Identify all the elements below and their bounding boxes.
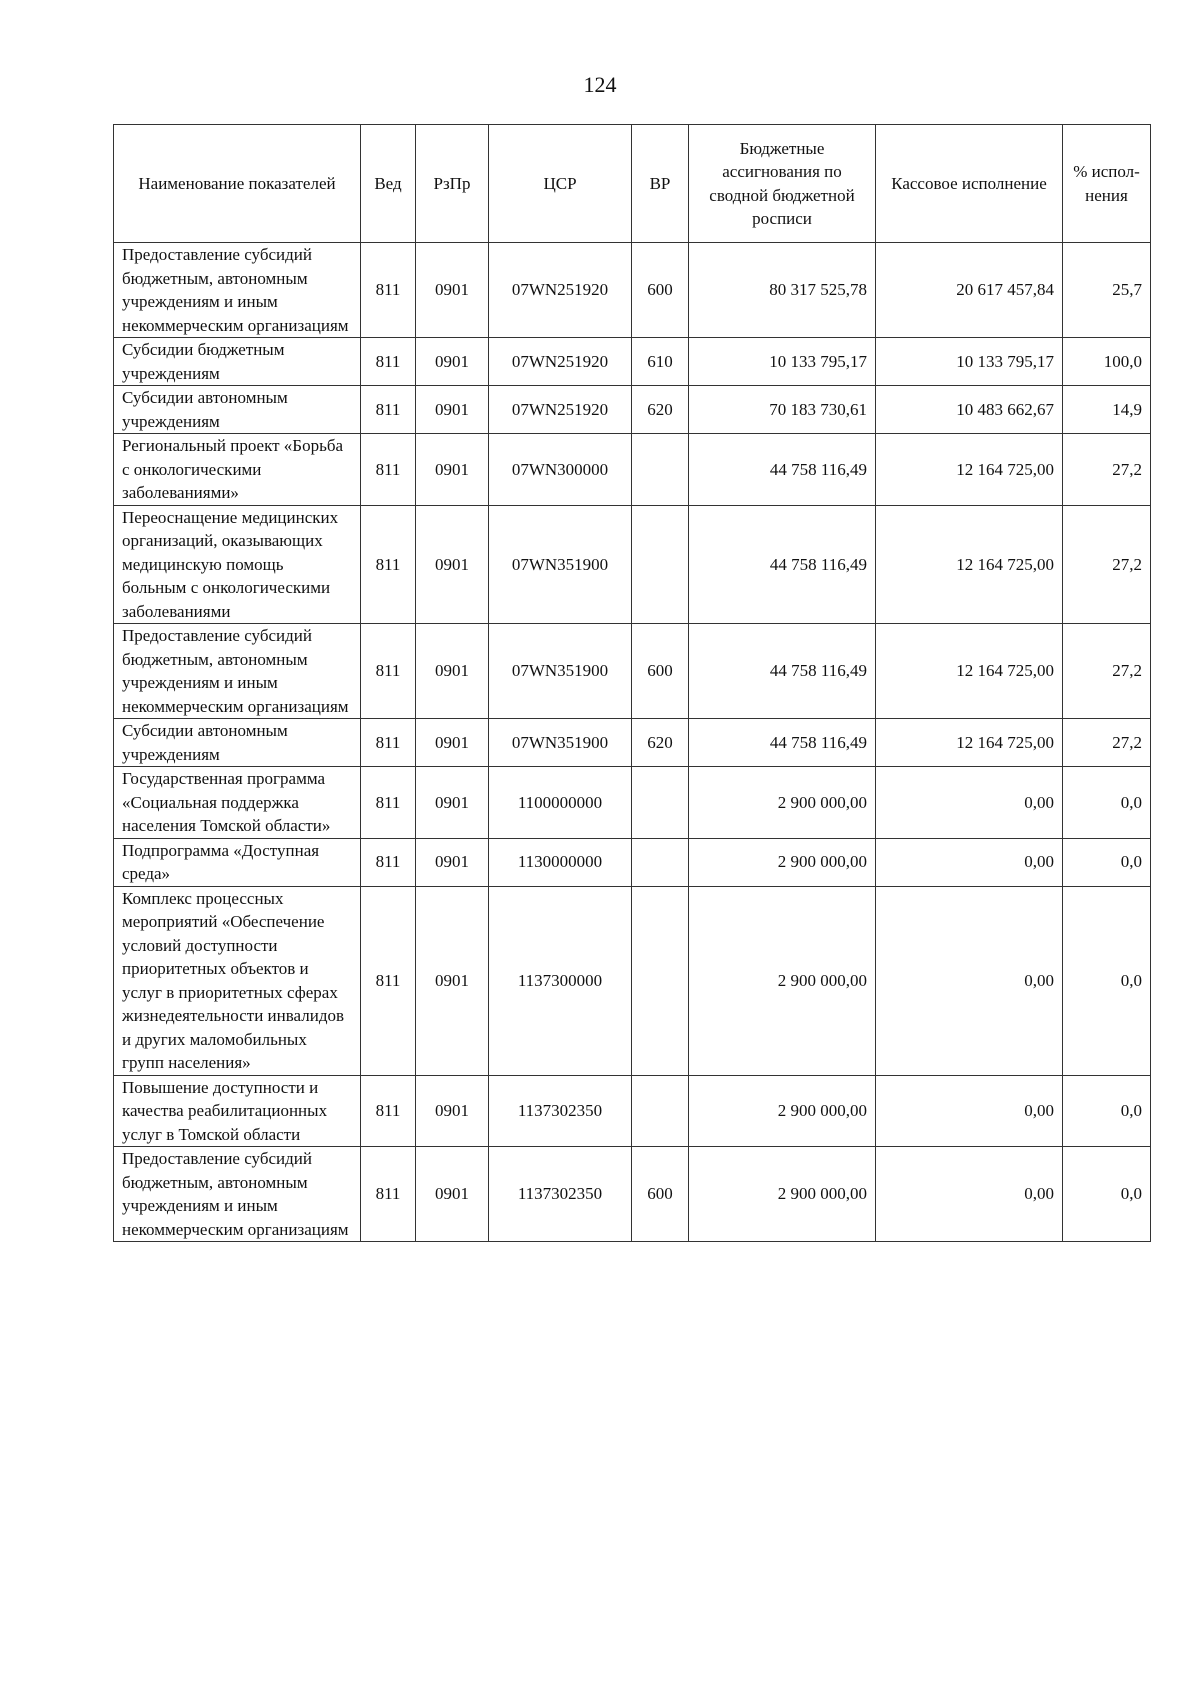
row-percent-execution: 0,0 — [1063, 767, 1151, 839]
row-vr: 600 — [632, 243, 689, 338]
row-rzpr: 0901 — [416, 338, 489, 386]
row-vr: 620 — [632, 386, 689, 434]
row-assignments: 2 900 000,00 — [689, 838, 876, 886]
row-assignments: 2 900 000,00 — [689, 1075, 876, 1147]
row-ved: 811 — [361, 434, 416, 506]
row-assignments: 70 183 730,61 — [689, 386, 876, 434]
row-rzpr: 0901 — [416, 505, 489, 624]
row-name: Субсидии бюджетным учреждениям — [114, 338, 361, 386]
row-rzpr: 0901 — [416, 886, 489, 1075]
row-name: Повышение доступности и качества реабилитационных услуг в Томской области — [114, 1075, 361, 1147]
table-row — [114, 1075, 1151, 1147]
row-assignments: 44 758 116,49 — [689, 624, 876, 719]
row-vr — [632, 886, 689, 1075]
row-percent-execution: 27,2 — [1063, 434, 1151, 506]
row-assignments: 80 317 525,78 — [689, 243, 876, 338]
row-ved: 811 — [361, 624, 416, 719]
row-cash-execution: 10 133 795,17 — [876, 338, 1063, 386]
row-name: Предоставление субсидий бюджетным, автономным учреждениям и иным некоммерческим организациям — [114, 1147, 361, 1242]
row-vr — [632, 1075, 689, 1147]
row-name: Переоснащение медицинских организаций, оказывающих медицинскую помощь больным с онкологическими заболеваниями — [114, 505, 361, 624]
row-ved: 811 — [361, 243, 416, 338]
row-ved: 811 — [361, 1075, 416, 1147]
row-percent-execution: 0,0 — [1063, 1075, 1151, 1147]
row-csr: 07WN351900 — [489, 624, 632, 719]
row-cash-execution: 12 164 725,00 — [876, 505, 1063, 624]
table-row — [114, 505, 1151, 624]
row-vr: 600 — [632, 1147, 689, 1242]
header-rzpr: РзПр — [416, 125, 489, 243]
table-row — [114, 243, 1151, 338]
row-name: Комплекс процессных мероприятий «Обеспечение условий доступности приоритетных объектов и услуг в приоритетных сферах жизнедеятельности инвалидов и других маломобильных групп населения» — [114, 886, 361, 1075]
row-assignments: 10 133 795,17 — [689, 338, 876, 386]
row-csr: 07WN351900 — [489, 719, 632, 767]
row-vr — [632, 434, 689, 506]
header-row — [114, 125, 1151, 243]
row-cash-execution: 12 164 725,00 — [876, 434, 1063, 506]
row-csr: 1137302350 — [489, 1075, 632, 1147]
header-csr: ЦСР — [489, 125, 632, 243]
row-vr — [632, 838, 689, 886]
row-csr: 07WN300000 — [489, 434, 632, 506]
row-ved: 811 — [361, 767, 416, 839]
row-percent-execution: 0,0 — [1063, 886, 1151, 1075]
row-csr: 07WN251920 — [489, 386, 632, 434]
header-name: Наименование показателей — [114, 125, 361, 243]
row-name: Подпрограмма «Доступная среда» — [114, 838, 361, 886]
row-csr: 07WN351900 — [489, 505, 632, 624]
row-ved: 811 — [361, 838, 416, 886]
row-cash-execution: 0,00 — [876, 886, 1063, 1075]
row-name: Предоставление субсидий бюджетным, автономным учреждениям и иным некоммерческим организациям — [114, 243, 361, 338]
row-csr: 1137300000 — [489, 886, 632, 1075]
row-rzpr: 0901 — [416, 767, 489, 839]
row-cash-execution: 12 164 725,00 — [876, 624, 1063, 719]
row-cash-execution: 10 483 662,67 — [876, 386, 1063, 434]
row-assignments: 44 758 116,49 — [689, 719, 876, 767]
header-vr: ВР — [632, 125, 689, 243]
table-row — [114, 624, 1151, 719]
row-ved: 811 — [361, 505, 416, 624]
row-rzpr: 0901 — [416, 434, 489, 506]
table-row — [114, 434, 1151, 506]
table-row — [114, 338, 1151, 386]
row-ved: 811 — [361, 886, 416, 1075]
row-csr: 07WN251920 — [489, 338, 632, 386]
table-row — [114, 886, 1151, 1075]
row-rzpr: 0901 — [416, 386, 489, 434]
row-assignments: 2 900 000,00 — [689, 1147, 876, 1242]
header-cash-execution: Кассовое исполнение — [876, 125, 1063, 243]
row-ved: 811 — [361, 338, 416, 386]
table-row — [114, 838, 1151, 886]
row-csr: 1130000000 — [489, 838, 632, 886]
row-vr: 600 — [632, 624, 689, 719]
header-percent-execution: % испол-нения — [1063, 125, 1151, 243]
row-vr — [632, 767, 689, 839]
budget-table — [113, 124, 1151, 1242]
row-rzpr: 0901 — [416, 719, 489, 767]
row-percent-execution: 25,7 — [1063, 243, 1151, 338]
row-ved: 811 — [361, 386, 416, 434]
table-row — [114, 1147, 1151, 1242]
row-percent-execution: 14,9 — [1063, 386, 1151, 434]
row-percent-execution: 100,0 — [1063, 338, 1151, 386]
table-row — [114, 719, 1151, 767]
table-row — [114, 767, 1151, 839]
header-ved: Вед — [361, 125, 416, 243]
row-csr: 1100000000 — [489, 767, 632, 839]
header-assignments: Бюджетные ассигнования по сводной бюджетной росписи — [689, 125, 876, 243]
row-percent-execution: 27,2 — [1063, 505, 1151, 624]
row-cash-execution: 0,00 — [876, 1075, 1063, 1147]
row-name: Региональный проект «Борьба с онкологическими заболеваниями» — [114, 434, 361, 506]
row-vr — [632, 505, 689, 624]
row-name: Государственная программа «Социальная поддержка населения Томской области» — [114, 767, 361, 839]
row-csr: 07WN251920 — [489, 243, 632, 338]
row-rzpr: 0901 — [416, 243, 489, 338]
row-rzpr: 0901 — [416, 624, 489, 719]
row-assignments: 2 900 000,00 — [689, 886, 876, 1075]
row-rzpr: 0901 — [416, 838, 489, 886]
row-rzpr: 0901 — [416, 1147, 489, 1242]
row-cash-execution: 20 617 457,84 — [876, 243, 1063, 338]
row-name: Субсидии автономным учреждениям — [114, 386, 361, 434]
row-assignments: 44 758 116,49 — [689, 505, 876, 624]
row-vr: 620 — [632, 719, 689, 767]
row-csr: 1137302350 — [489, 1147, 632, 1242]
row-percent-execution: 27,2 — [1063, 624, 1151, 719]
row-percent-execution: 0,0 — [1063, 1147, 1151, 1242]
row-ved: 811 — [361, 719, 416, 767]
row-percent-execution: 27,2 — [1063, 719, 1151, 767]
row-cash-execution: 0,00 — [876, 1147, 1063, 1242]
row-name: Предоставление субсидий бюджетным, автономным учреждениям и иным некоммерческим организациям — [114, 624, 361, 719]
page-number: 124 — [583, 72, 617, 97]
row-cash-execution: 0,00 — [876, 838, 1063, 886]
row-cash-execution: 0,00 — [876, 767, 1063, 839]
row-rzpr: 0901 — [416, 1075, 489, 1147]
row-assignments: 2 900 000,00 — [689, 767, 876, 839]
row-vr: 610 — [632, 338, 689, 386]
row-name: Субсидии автономным учреждениям — [114, 719, 361, 767]
row-assignments: 44 758 116,49 — [689, 434, 876, 506]
row-percent-execution: 0,0 — [1063, 838, 1151, 886]
row-ved: 811 — [361, 1147, 416, 1242]
table-row — [114, 386, 1151, 434]
row-cash-execution: 12 164 725,00 — [876, 719, 1063, 767]
